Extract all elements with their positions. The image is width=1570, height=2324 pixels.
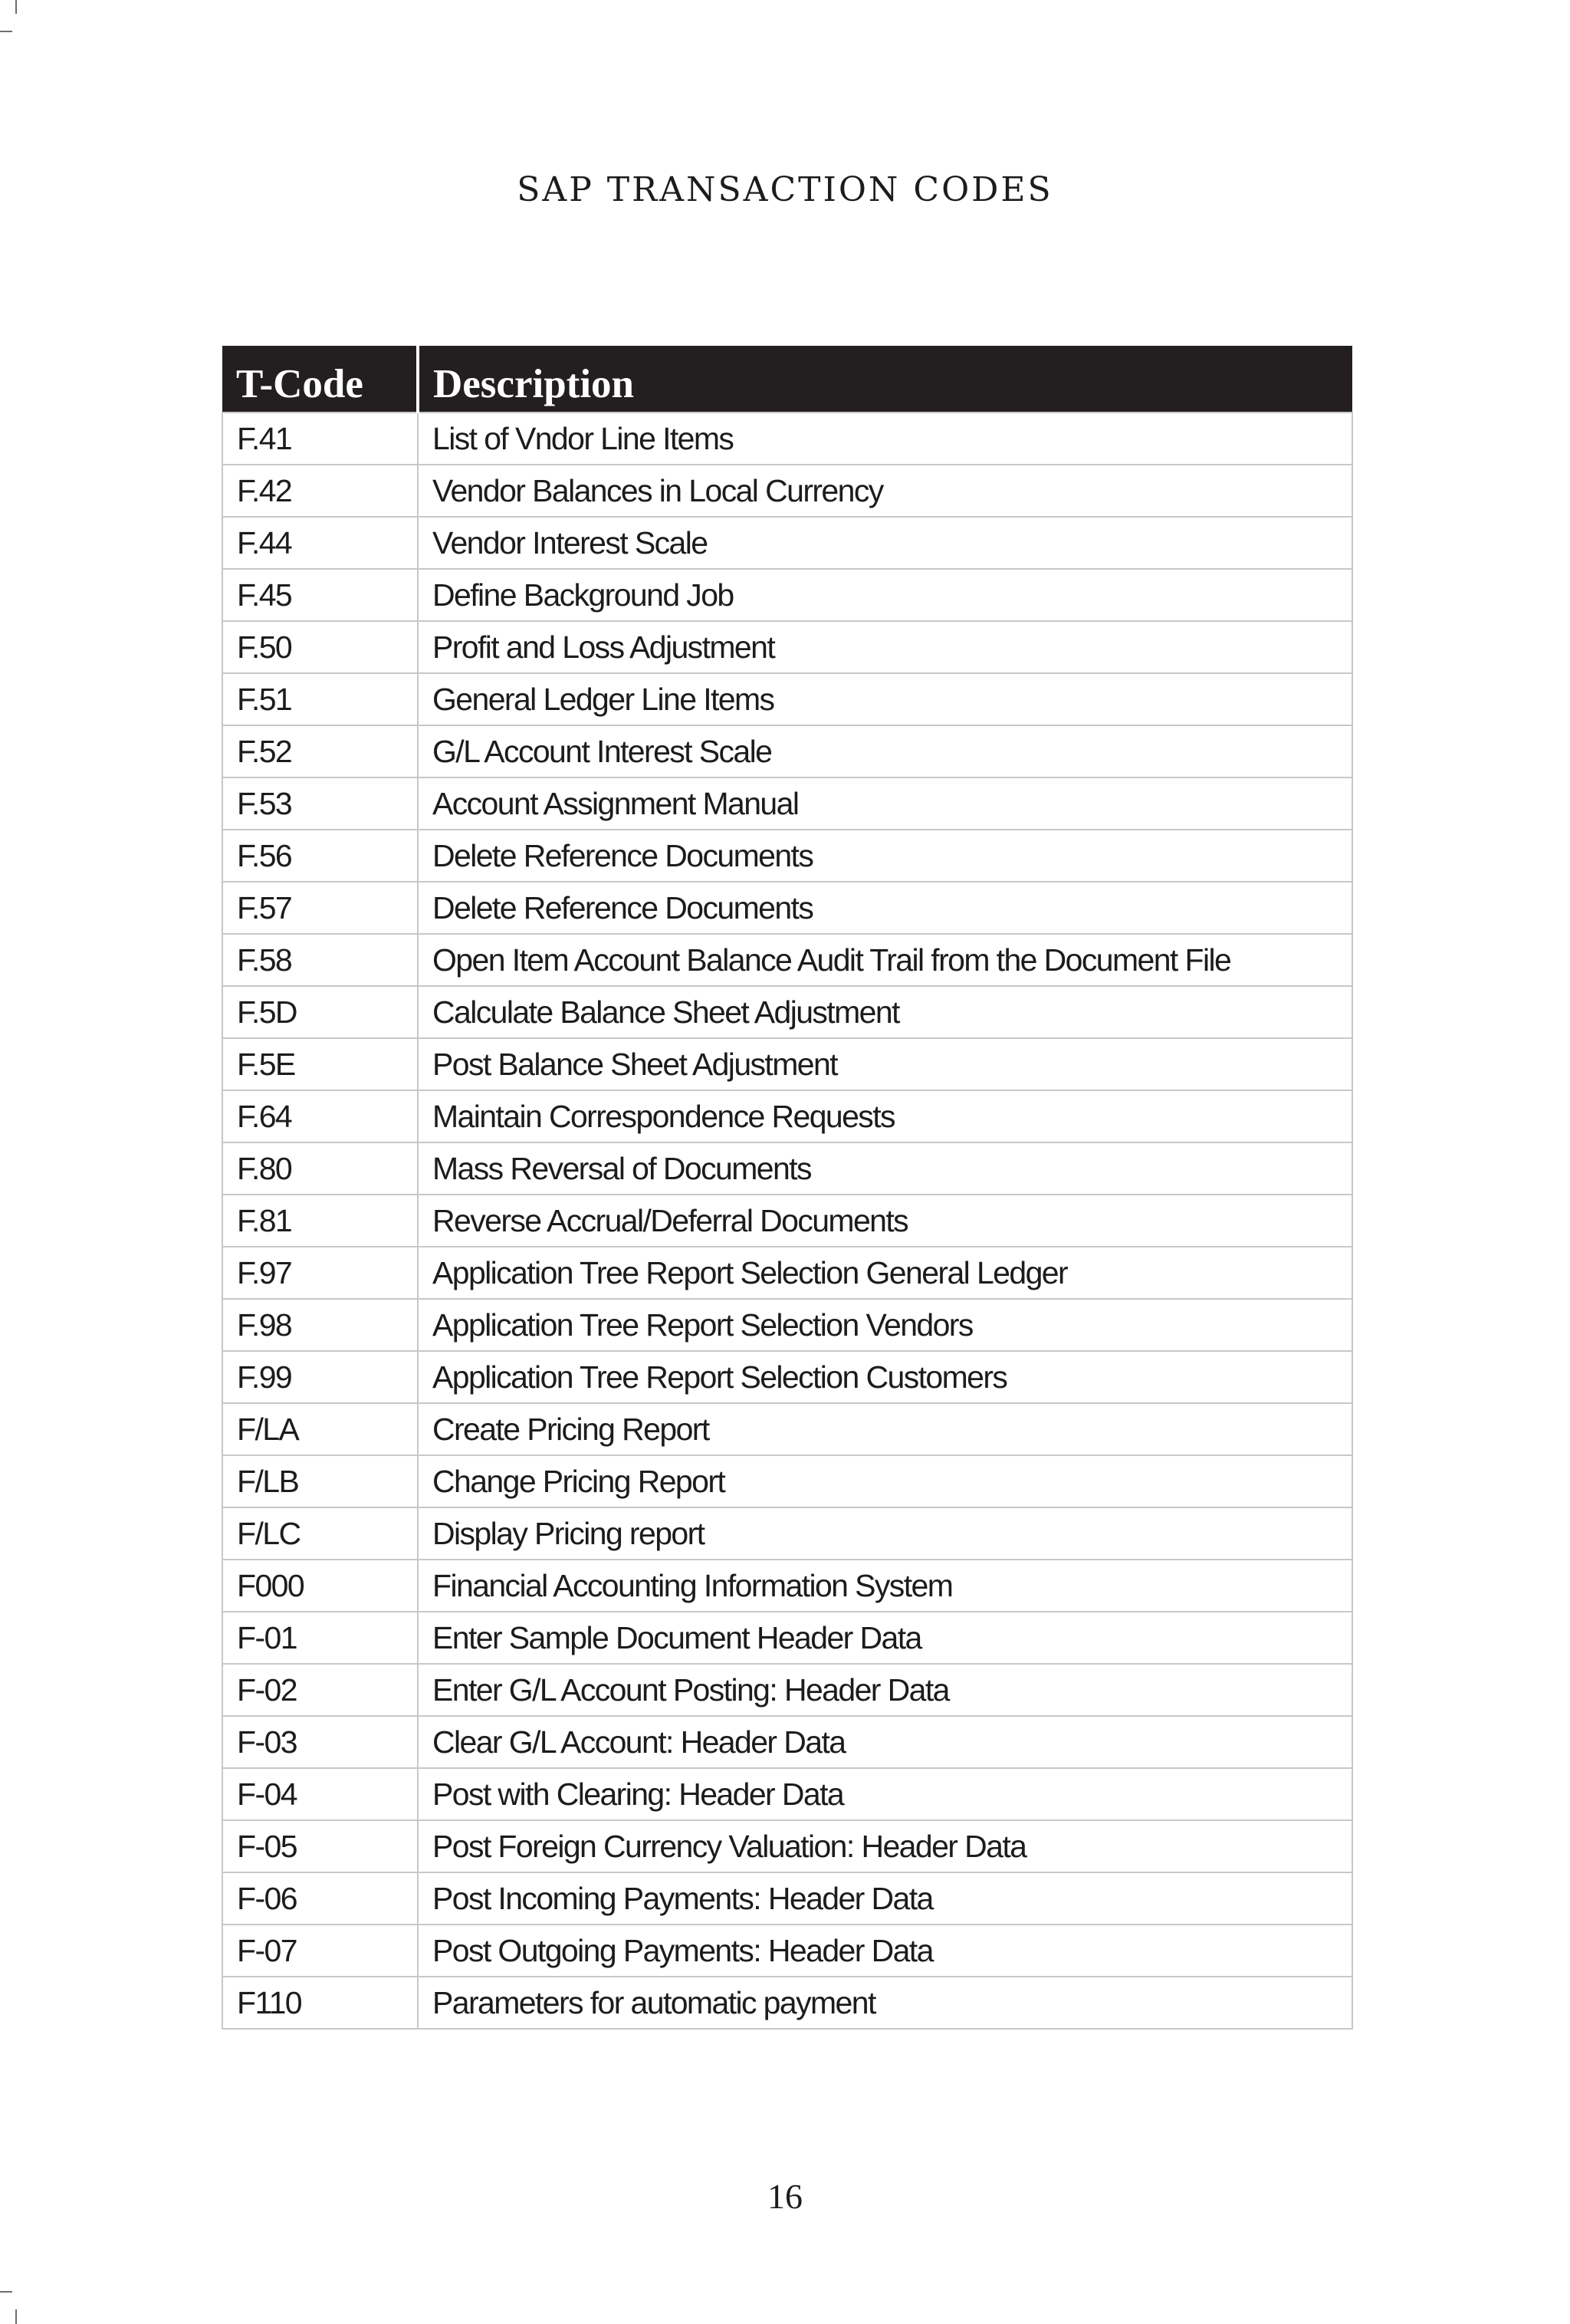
table-row [222,1612,1352,1664]
description-cell: Post with Clearing: Header Data [418,1768,1352,1820]
table-row [222,934,1352,986]
column-header-description: Description [418,346,1352,413]
tcode-cell: F.97 [222,1247,418,1299]
description-cell: Calculate Balance Sheet Adjustment [418,986,1352,1038]
crop-mark [0,31,12,32]
description-cell: Maintain Correspondence Requests [418,1090,1352,1142]
tcode-cell: F.51 [222,673,418,725]
description-cell: Display Pricing report [418,1507,1352,1560]
table-row [222,777,1352,830]
description-cell: Parameters for automatic payment [418,1977,1352,2029]
table-row [222,1038,1352,1090]
tcode-cell: F.5E [222,1038,418,1090]
description-cell: Delete Reference Documents [418,830,1352,882]
table-row [222,1455,1352,1507]
table-row [222,986,1352,1038]
tcode-cell: F.57 [222,882,418,934]
crop-mark [15,2309,17,2324]
description-cell: Post Balance Sheet Adjustment [418,1038,1352,1090]
tcode-cell: F/LC [222,1507,418,1560]
tcode-cell: F.56 [222,830,418,882]
table-row [222,673,1352,725]
tcode-cell: F.44 [222,517,418,569]
table-row [222,1507,1352,1560]
table-row [222,1560,1352,1612]
description-cell: Open Item Account Balance Audit Trail from the Document File [418,934,1352,986]
tcode-cell: F-04 [222,1768,418,1820]
tcode-cell: F.45 [222,569,418,621]
description-cell: Post Outgoing Payments: Header Data [418,1925,1352,1977]
tcode-cell: F.41 [222,413,418,465]
description-cell: General Ledger Line Items [418,673,1352,725]
table-row [222,1820,1352,1872]
table-row [222,1299,1352,1351]
table-header-row [222,346,1352,413]
description-cell: Application Tree Report Selection Vendors [418,1299,1352,1351]
description-cell: Application Tree Report Selection Customers [418,1351,1352,1403]
tcode-cell: F-02 [222,1664,418,1716]
description-cell: Enter G/L Account Posting: Header Data [418,1664,1352,1716]
tcode-cell: F/LA [222,1403,418,1455]
description-cell: Vendor Interest Scale [418,517,1352,569]
description-cell: Post Incoming Payments: Header Data [418,1872,1352,1925]
description-cell: Delete Reference Documents [418,882,1352,934]
crop-mark [15,0,17,14]
tcode-cell: F.52 [222,725,418,777]
table-row [222,1403,1352,1455]
tcode-cell: F.42 [222,465,418,517]
description-cell: Enter Sample Document Header Data [418,1612,1352,1664]
description-cell: List of Vndor Line Items [418,413,1352,465]
tcode-cell: F-07 [222,1925,418,1977]
page-number: 16 [767,2177,803,2216]
description-cell: Create Pricing Report [418,1403,1352,1455]
table-row [222,882,1352,934]
description-cell: G/L Account Interest Scale [418,725,1352,777]
table-row [222,465,1352,517]
table-row [222,1142,1352,1195]
table-body [222,413,1352,2029]
description-cell: Reverse Accrual/Deferral Documents [418,1195,1352,1247]
description-cell: Profit and Loss Adjustment [418,621,1352,673]
table-row [222,621,1352,673]
table-row [222,1195,1352,1247]
table-row [222,413,1352,465]
description-cell: Change Pricing Report [418,1455,1352,1507]
running-title: SAP TRANSACTION CODES [517,170,1053,209]
description-cell: Mass Reversal of Documents [418,1142,1352,1195]
tcode-cell: F.5D [222,986,418,1038]
tcode-cell: F/LB [222,1455,418,1507]
tcode-cell: F-01 [222,1612,418,1664]
tcode-cell: F.58 [222,934,418,986]
table-row [222,1872,1352,1925]
tcode-cell: F.53 [222,777,418,830]
description-cell: Vendor Balances in Local Currency [418,465,1352,517]
table-row [222,1247,1352,1299]
table-row [222,569,1352,621]
tcode-cell: F000 [222,1560,418,1612]
tcode-cell: F.99 [222,1351,418,1403]
tcode-cell: F.50 [222,621,418,673]
description-cell: Account Assignment Manual [418,777,1352,830]
description-cell: Application Tree Report Selection General Ledger [418,1247,1352,1299]
tcode-cell: F-03 [222,1716,418,1768]
table-row [222,830,1352,882]
tcode-cell: F.80 [222,1142,418,1195]
table-row [222,1664,1352,1716]
description-cell: Financial Accounting Information System [418,1560,1352,1612]
column-header-tcode: T-Code [222,346,418,413]
table-row [222,517,1352,569]
tcode-cell: F-05 [222,1820,418,1872]
table-row [222,1768,1352,1820]
tcode-cell: F110 [222,1977,418,2029]
crop-mark [0,2291,12,2293]
tcode-cell: F.81 [222,1195,418,1247]
tcode-table [222,346,1353,2030]
table-row [222,1977,1352,2029]
table-row [222,725,1352,777]
description-cell: Define Background Job [418,569,1352,621]
tcode-cell: F.98 [222,1299,418,1351]
table-row [222,1716,1352,1768]
tcode-cell: F.64 [222,1090,418,1142]
table-row [222,1090,1352,1142]
table-row [222,1351,1352,1403]
description-cell: Clear G/L Account: Header Data [418,1716,1352,1768]
description-cell: Post Foreign Currency Valuation: Header Data [418,1820,1352,1872]
table-row [222,1925,1352,1977]
tcode-cell: F-06 [222,1872,418,1925]
